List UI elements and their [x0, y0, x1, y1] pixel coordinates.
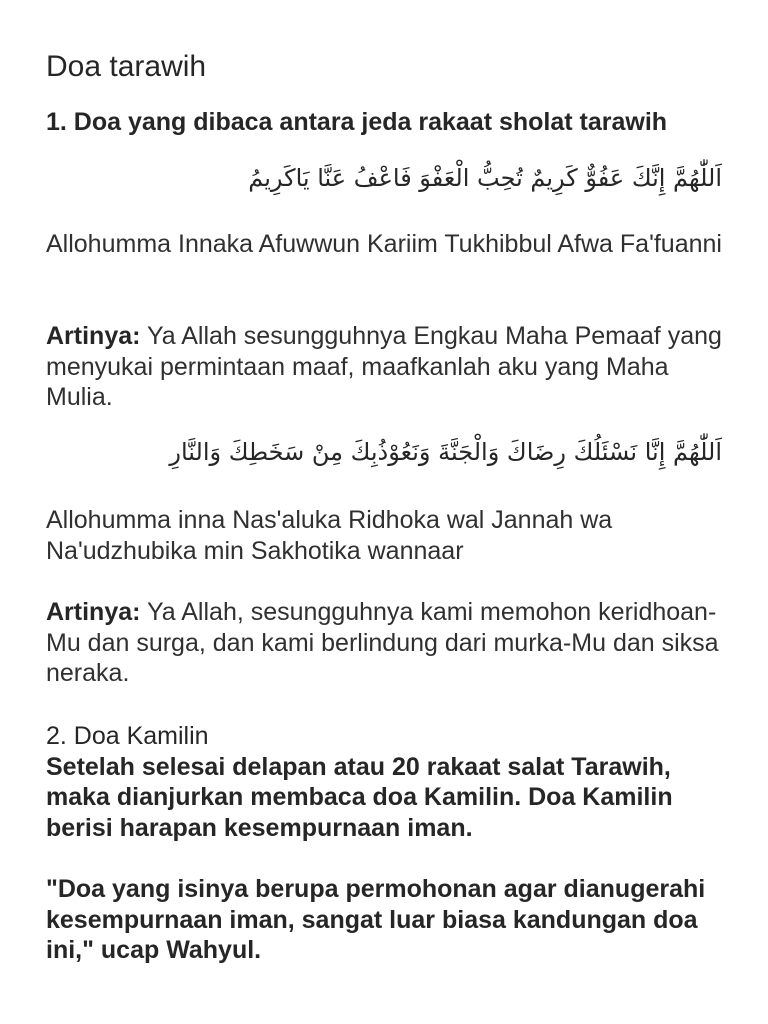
arabic-prayer-2: اَللّٰهُمَّ إِنَّا نَسْئَلُكَ رِضَاكَ وَالْجَنَّةَ وَنَعُوْذُبِكَ مِنْ سَخَطِكَ وَالنَّارِ	[169, 438, 722, 466]
article-title: Doa tarawih	[46, 50, 207, 83]
meaning-text-1: Ya Allah sesungguhnya Engkau Maha Pemaaf yang menyukai permintaan maaf, maafkanlah aku yang Maha Mulia.	[46, 322, 722, 411]
latin-transliteration-2: Allohumma inna Nas'aluka Ridhoka wal Jannah wa Na'udzhubika min Sakhotika wannaar	[46, 506, 613, 565]
prayer-meaning-2	[46, 597, 738, 689]
section-heading-2: 2. Doa Kamilin	[46, 722, 209, 750]
quote-wahyul: "Doa yang isinya berupa permohonan agar dianugerahi kesempurnaan iman, sangat luar biasa kandungan doa ini," ucap Wahyul.	[46, 875, 706, 964]
section-2	[46, 721, 738, 843]
arabic-prayer-1: اَللّٰهُمَّ إِنَّكَ عَفُوٌّ كَرِيمٌ تُحِبُّ الْعَفْوَ فَاعْفُ عَنَّا يَاكَرِيمُ	[248, 164, 722, 192]
meaning-label-2: Artinya:	[46, 598, 141, 626]
prayer-meaning-1	[46, 321, 738, 413]
section-2-intro: Setelah selesai delapan atau 20 rakaat salat Tarawih, maka dianjurkan membaca doa Kamilin. Doa Kamilin berisi harapan kesempurnaan iman.	[46, 752, 673, 842]
meaning-text-2: Ya Allah, sesungguhnya kami memohon keridhoan-Mu dan surga, dan kami berlindung dari murka-Mu dan siksa neraka.	[46, 598, 719, 687]
meaning-label-1: Artinya:	[46, 322, 141, 350]
section-heading-1: 1. Doa yang dibaca antara jeda rakaat sholat tarawih	[46, 108, 668, 136]
latin-transliteration-1: Allohumma Innaka Afuwwun Kariim Tukhibbul Afwa Fa'fuanni	[46, 230, 722, 258]
